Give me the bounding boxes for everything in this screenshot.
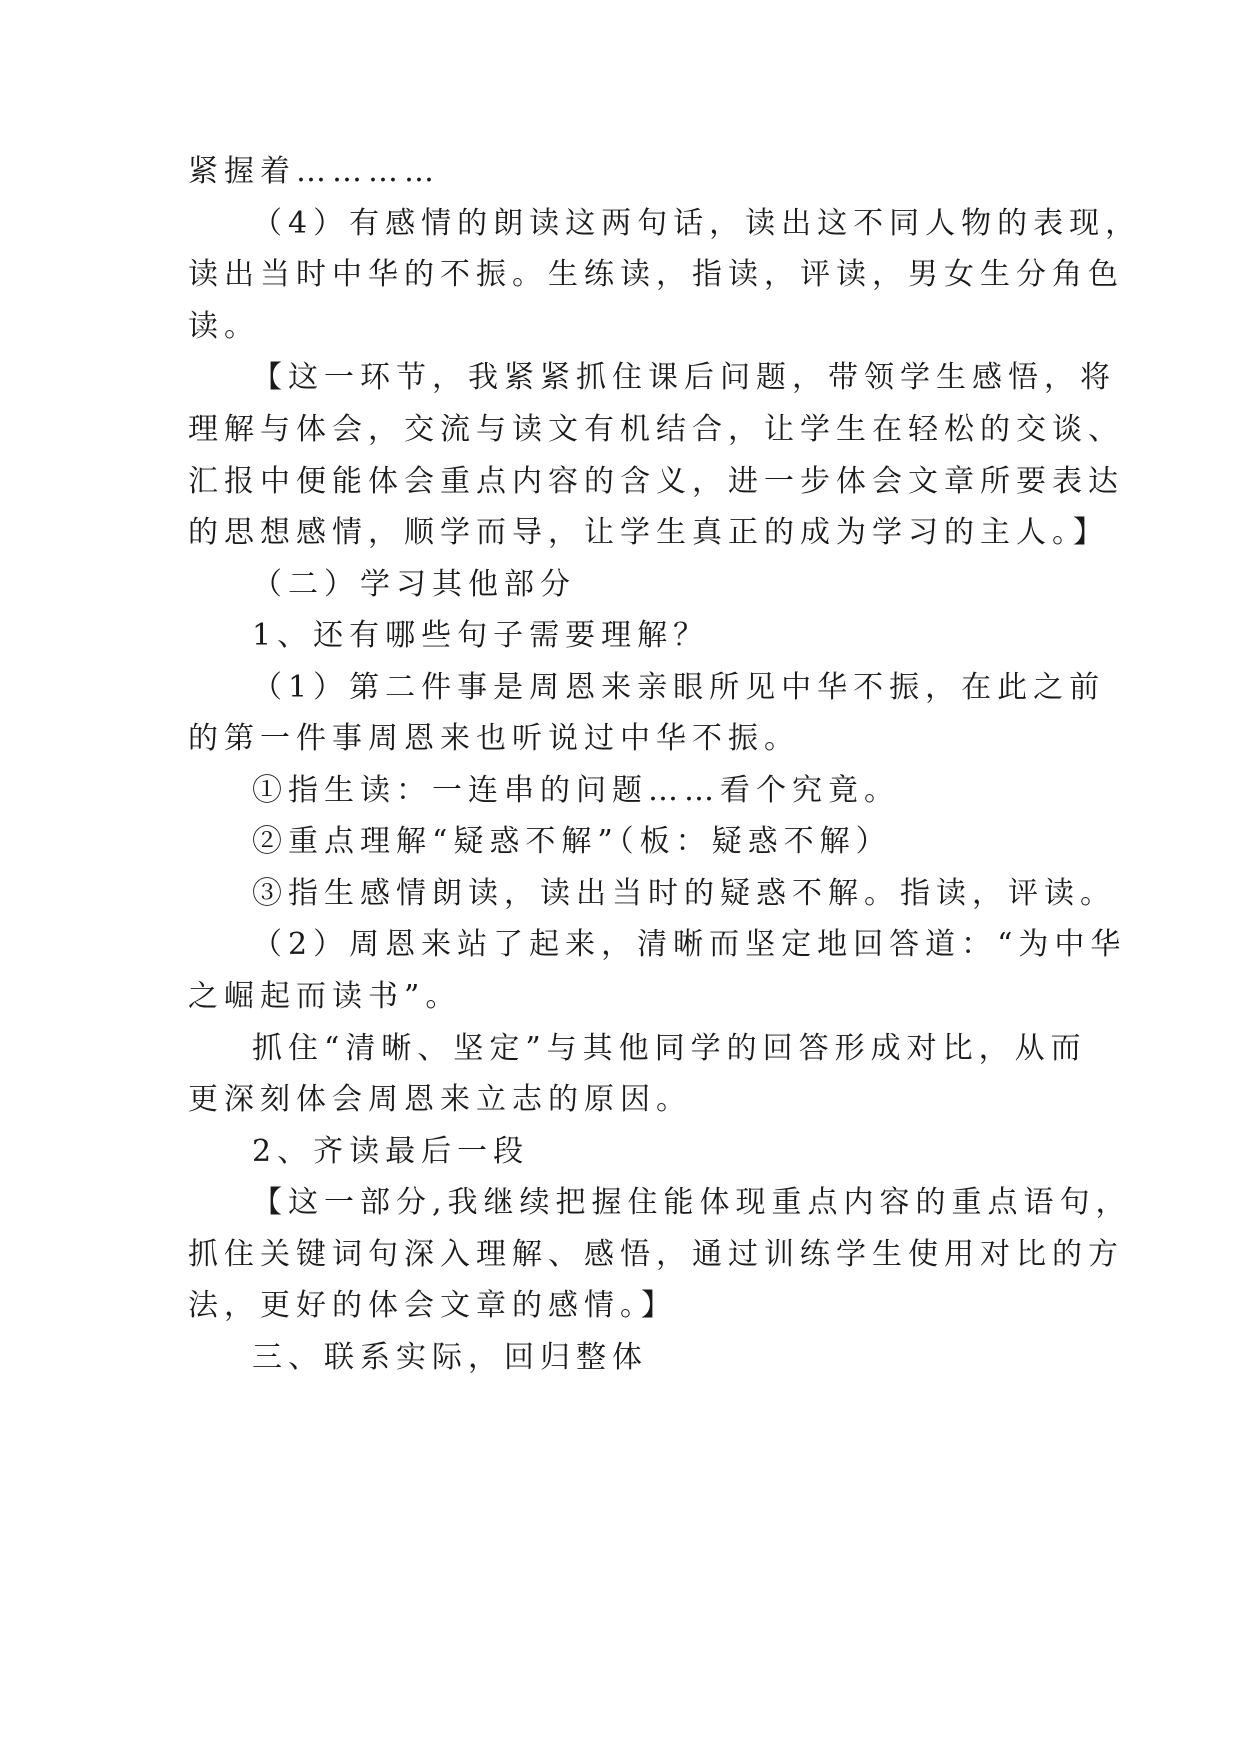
text-line: 之崛起而读书”。 xyxy=(188,979,462,1014)
text-line: 的思想感情，顺学而导，让学生真正的成为学习的主人。】 xyxy=(188,515,1109,550)
text-line: 【这一环节，我紧紧抓住课后问题，带领学生感悟，将 xyxy=(252,360,1116,395)
text-line: 1、还有哪些句子需要理解？ xyxy=(252,618,710,653)
text-line: ②重点理解“疑惑不解”（板：疑惑不解） xyxy=(252,824,892,859)
text-line: ③指生感情朗读，读出当时的疑惑不解。指读，评读。 xyxy=(252,876,1116,911)
text-line: 紧握着………… xyxy=(188,154,440,189)
text-line: 的第一件事周恩来也听说过中华不振。 xyxy=(188,721,800,756)
text-line: （4）有感情的朗读这两句话，读出这不同人物的表现， xyxy=(252,206,1142,241)
text-line: ①指生读：一连串的问题……看个究竟。 xyxy=(252,773,900,808)
text-line: 更深刻体会周恩来立志的原因。 xyxy=(188,1082,692,1117)
text-line: 汇报中便能体会重点内容的含义，进一步体会文章所要表达 xyxy=(188,464,1124,499)
text-line: 【这一部分,我继续把握住能体现重点内容的重点语句， xyxy=(252,1185,1132,1220)
text-line: （1）第二件事是周恩来亲眼所见中华不振，在此之前 xyxy=(252,670,1106,705)
text-line: 理解与体会，交流与读文有机结合，让学生在轻松的交谈、 xyxy=(188,412,1124,447)
text-line: 2、齐读最后一段 xyxy=(252,1134,530,1169)
text-line: 抓住“清晰、坚定”与其他同学的回答形成对比，从而 xyxy=(252,1031,1087,1066)
text-line: 抓住关键词句深入理解、感悟，通过训练学生使用对比的方 xyxy=(188,1237,1124,1272)
section-heading: （二）学习其他部分 xyxy=(252,567,576,602)
text-line: 法，更好的体会文章的感情。】 xyxy=(188,1288,677,1323)
text-line: 读出当时中华的不振。生练读，指读，评读，男女生分角色 xyxy=(188,257,1124,292)
section-heading: 三、联系实际，回归整体 xyxy=(252,1340,648,1375)
text-line: 读。 xyxy=(188,309,260,344)
text-line: （2）周恩来站了起来，清晰而坚定地回答道：“为中华 xyxy=(252,927,1127,962)
